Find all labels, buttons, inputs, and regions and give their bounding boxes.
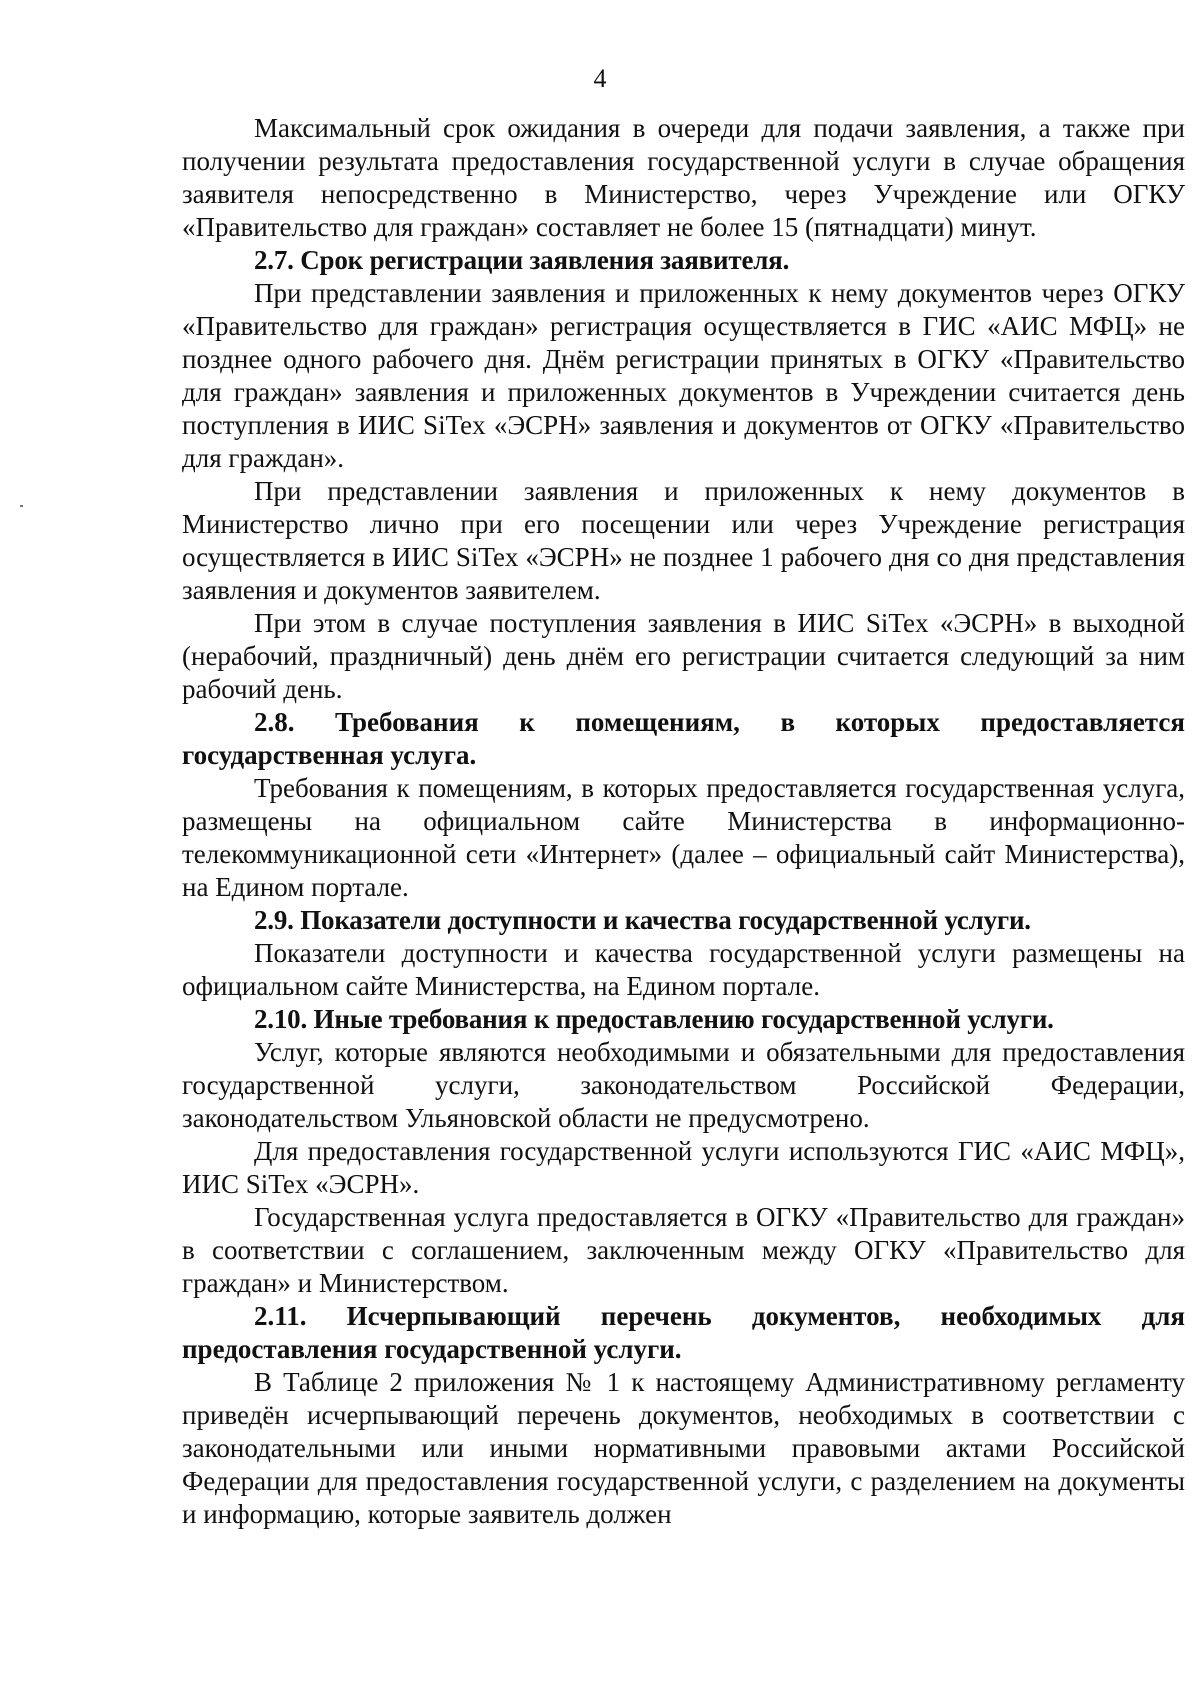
section-heading-2-8: 2.8. Требования к помещениям, в которых предоставляется государственная услуга. (182, 707, 1185, 770)
section-heading-2-11: 2.11. Исчерпывающий перечень документов, необходимых для предоставления государственной услуги. (182, 1301, 1185, 1364)
paragraph-registration-holiday: При этом в случае поступления заявления в ИИС SiTex «ЭСРН» в выходной (нерабочий, праздничный) день днём его регистрации считается следующий за ним рабочий день. (182, 608, 1185, 704)
document-body (182, 112, 1185, 1531)
paragraph-information-systems: Для предоставления государственной услуги используются ГИС «АИС МФЦ», ИИС SiTex «ЭСРН». (182, 1136, 1185, 1199)
section-heading-2-7: 2.7. Срок регистрации заявления заявителя. (254, 245, 790, 275)
paragraph-required-services: Услуг, которые являются необходимыми и обязательными для предоставления государственной услуги, законодательством Российской Федерации, законодательством Ульяновской области не предусмотрено. (182, 1037, 1185, 1133)
margin-mark (20, 505, 23, 507)
paragraph-premises-requirements: Требования к помещениям, в которых предоставляется государственная услуга, размещены на официальном сайте Министерства в информационно-телекоммуникационной сети «Интернет» (далее – официальный сайт Министерства), на Едином портале. (182, 773, 1185, 902)
paragraph-mfc-agreement: Государственная услуга предоставляется в ОГКУ «Правительство для граждан» в соответствии с соглашением, заключенным между ОГКУ «Правительство для граждан» и Министерством. (182, 1202, 1185, 1298)
paragraph-waiting-time: Максимальный срок ожидания в очереди для подачи заявления, а также при получении результата предоставления государственной услуги в случае обращения заявителя непосредственно в Министерство, через Учреждение или ОГКУ «Правительство для граждан» составляет не более 15 (пятнадцати) минут. (182, 113, 1185, 242)
paragraph-registration-ministry: При представлении заявления и приложенных к нему документов в Министерство лично при его посещении или через Учреждение регистрация осуществляется в ИИС SiTex «ЭСРН» не позднее 1 рабочего дня со дня представления заявления и документов заявителем. (182, 476, 1185, 605)
paragraph-registration-mfc: При представлении заявления и приложенных к нему документов через ОГКУ «Правительство для граждан» регистрация осуществляется в ГИС «АИС МФЦ» не позднее одного рабочего дня. Днём регистрации принятых в ОГКУ «Правительство для граждан» заявления и приложенных документов в Учреждении считается день поступления в ИИС SiTex «ЭСРН» заявления и документов от ОГКУ «Правительство для граждан». (182, 278, 1185, 473)
paragraph-document-list: В Таблице 2 приложения № 1 к настоящему Административному регламенту приведён исчерпывающий перечень документов, необходимых в соответствии с законодательными или иными нормативными правовыми актами Российской Федерации для предоставления государственной услуги, с разделением на документы и информацию, которые заявитель должен (182, 1367, 1185, 1529)
section-heading-2-10: 2.10. Иные требования к предоставлению государственной услуги. (254, 1004, 1054, 1034)
page-number: 4 (593, 64, 607, 93)
paragraph-accessibility-indicators: Показатели доступности и качества государственной услуги размещены на официальном сайте Министерства, на Едином портале. (182, 938, 1185, 1001)
section-heading-2-9: 2.9. Показатели доступности и качества государственной услуги. (254, 905, 1031, 935)
